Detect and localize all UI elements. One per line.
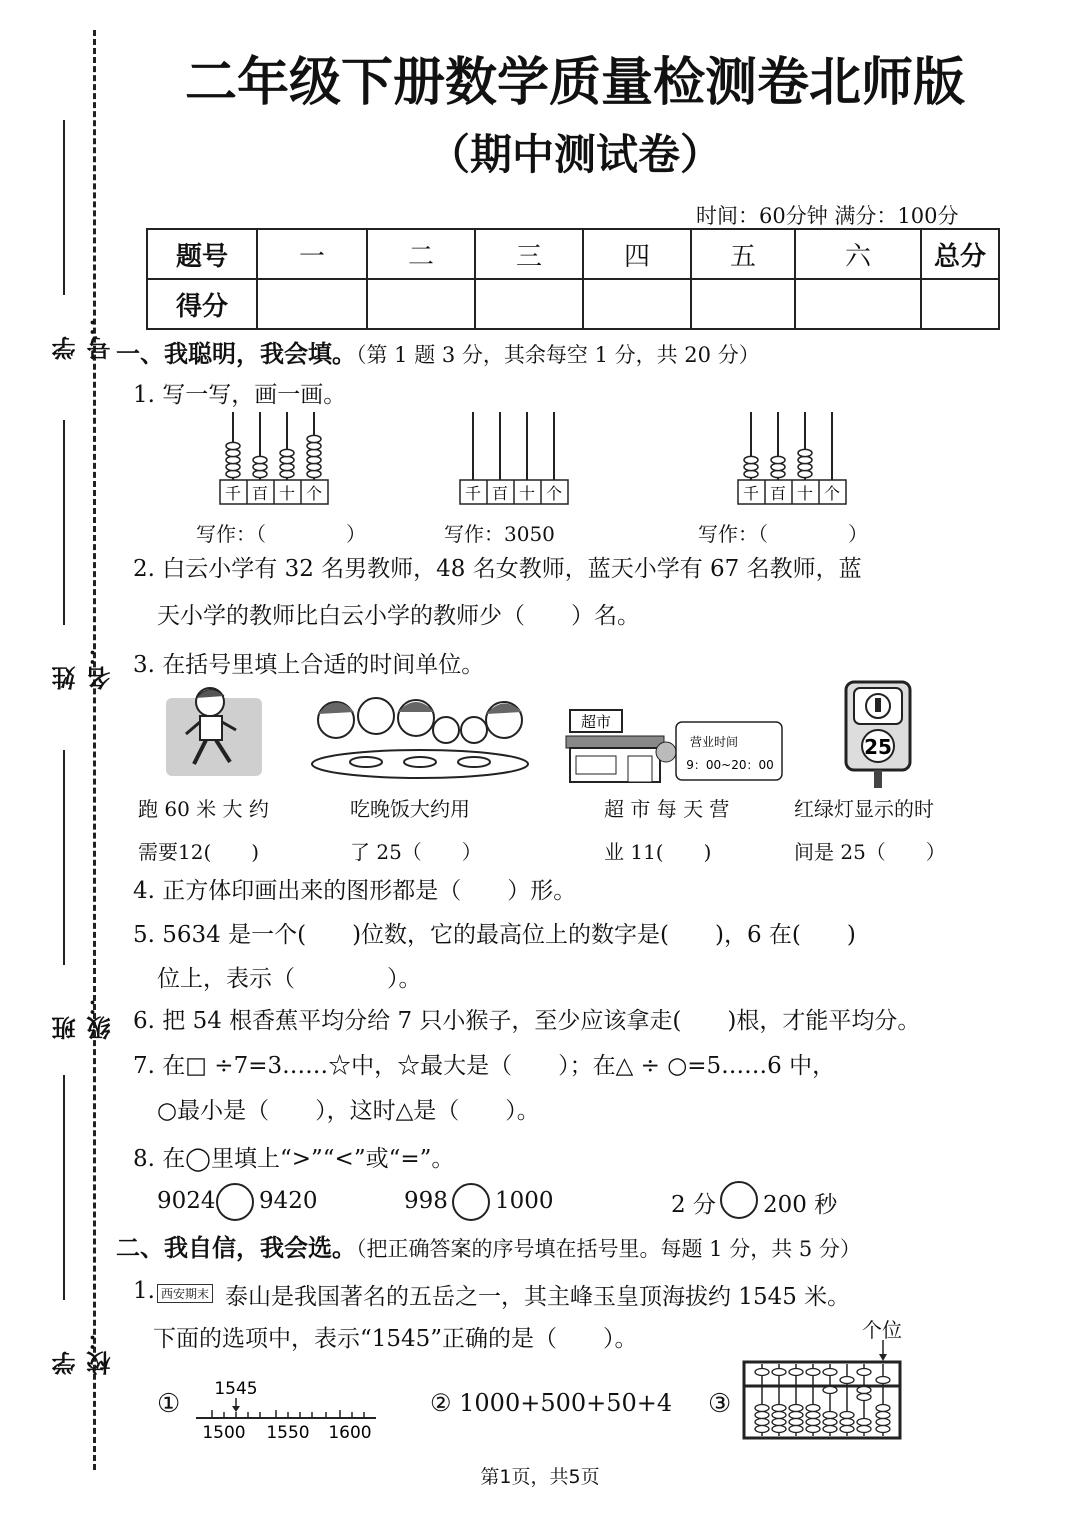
q3-text: 3. 在括号里填上合适的时间单位。 — [133, 652, 485, 678]
q3-caption-2a: 吃晚饭大约用 — [350, 797, 470, 821]
school-field[interactable]: 学校： — [40, 1075, 80, 1375]
q1-write-3[interactable]: 写作：（ ） — [698, 522, 868, 546]
hours-title: 营业时间 — [689, 735, 739, 749]
place-label: 千 — [224, 484, 242, 503]
q1-write-1[interactable]: 写作：（ ） — [196, 522, 366, 546]
section1-title: 一、我聪明，我会填。 — [116, 340, 356, 368]
place-label: 十 — [518, 484, 536, 503]
section1-note: （第 1 题 3 分，其余每空 1 分，共 20 分） — [356, 343, 760, 367]
hours-text: 9：00~20：00 — [686, 758, 774, 772]
q3-caption-1b: 需要12( ) — [138, 840, 260, 864]
s2-q1-tag: 西安期末 — [157, 1284, 213, 1303]
ones-place-label: 个位 — [862, 1318, 902, 1342]
place-label: 百 — [491, 484, 509, 503]
section2-heading — [116, 1228, 861, 1263]
abacus-3 — [734, 410, 852, 506]
place-label: 十 — [278, 484, 296, 503]
tick-label: 1550 — [266, 1423, 310, 1443]
score-header-cell: 二 — [367, 229, 475, 279]
binding-dashed-line — [93, 30, 96, 1470]
section1-heading — [116, 334, 760, 369]
section2-note: （把正确答案的序号填在括号里。每题 1 分，共 5 分） — [356, 1237, 861, 1261]
page-footer: 第1页，共5页 — [480, 1466, 600, 1488]
option-3-mark[interactable]: ③ — [708, 1389, 732, 1419]
s2-q1-text — [225, 1278, 850, 1311]
abacus-1 — [216, 410, 334, 506]
option-2[interactable]: ② 1000+500+50+4 — [430, 1389, 673, 1417]
s2-q1-line2: 下面的选项中，表示“1545”正确的是（ ）。 — [153, 1326, 638, 1352]
score-cell[interactable] — [921, 279, 999, 329]
score-row — [147, 279, 999, 329]
score-cell[interactable] — [475, 279, 583, 329]
section2-title: 二、我自信，我会选。 — [116, 1234, 356, 1262]
class-field[interactable]: 班级： — [40, 750, 80, 1040]
score-header-cell: 三 — [475, 229, 583, 279]
compare-circle-1[interactable] — [216, 1183, 254, 1221]
place-label: 个 — [545, 484, 563, 503]
score-header-cell: 六 — [795, 229, 921, 279]
q8-right-2: 1000 — [495, 1188, 554, 1214]
q4-text: 4. 正方体印画出来的图形都是（ ）形。 — [133, 878, 577, 904]
q1-write-2: 写作：3050 — [444, 522, 555, 546]
number-line-label: 1545 — [214, 1379, 258, 1399]
traffic-light-image — [842, 680, 914, 790]
option-1-mark[interactable]: ① — [157, 1389, 181, 1419]
q3-caption-1a: 跑 60 米 大 约 — [138, 797, 269, 821]
q7-line1: 7. 在□ ÷7=3……☆中，☆最大是（ ）；在△ ÷ ○=5……6 中， — [133, 1053, 836, 1079]
score-table — [146, 228, 1000, 330]
place-label: 个 — [305, 484, 323, 503]
compare-circle-3[interactable] — [720, 1181, 758, 1219]
q8-text: 8. 在◯里填上“>”“<”或“=”。 — [133, 1146, 455, 1172]
score-cell[interactable] — [691, 279, 795, 329]
page-subtitle: （期中测试卷） — [427, 130, 722, 179]
student-no-field[interactable]: 学号： — [40, 120, 80, 360]
name-field[interactable]: 姓名： — [40, 420, 80, 690]
place-label: 百 — [251, 484, 269, 503]
number-line — [192, 1374, 382, 1444]
place-label: 千 — [464, 484, 482, 503]
score-header-cell: 题号 — [147, 229, 257, 279]
score-header-cell: 总分 — [921, 229, 999, 279]
place-label: 个 — [823, 484, 841, 503]
family-dinner-image — [306, 692, 534, 780]
q2-line1: 2. 白云小学有 32 名男教师，48 名女教师，蓝天小学有 67 名教师，蓝 — [133, 556, 862, 582]
q6-text: 6. 把 54 根香蕉平均分给 7 只小猴子，至少应该拿走( )根，才能平均分。 — [133, 1008, 921, 1034]
q3-caption-4b: 间是 25（ ） — [794, 840, 946, 864]
abacus-option-3 — [740, 1338, 904, 1442]
q5-line2: 位上，表示（ ）。 — [157, 966, 422, 992]
score-cell[interactable] — [367, 279, 475, 329]
q3-caption-3a: 超 市 每 天 营 — [604, 797, 730, 821]
abacus-2-empty[interactable] — [456, 410, 574, 506]
score-header-row — [147, 229, 999, 279]
q8-left-2: 998 — [404, 1188, 448, 1214]
score-header-cell: 四 — [583, 229, 691, 279]
place-label: 百 — [769, 484, 787, 503]
q8-left-3: 2 分 — [671, 1192, 716, 1218]
market-sign: 超市 — [580, 713, 612, 731]
light-number: 25 — [864, 735, 892, 759]
q8-right-1: 9420 — [259, 1188, 318, 1214]
q5-line1: 5. 5634 是一个( )位数，它的最高位上的数字是( )，6 在( ) — [133, 922, 856, 948]
place-label: 十 — [796, 484, 814, 503]
q3-caption-2b: 了 25（ ） — [350, 840, 482, 864]
q8-left-1: 9024 — [157, 1188, 216, 1214]
q2-line2: 天小学的教师比白云小学的教师少（ ）名。 — [157, 603, 640, 629]
score-cell[interactable] — [257, 279, 367, 329]
score-header-cell: 一 — [257, 229, 367, 279]
running-boy-image — [160, 680, 268, 780]
q7-line2: ○最小是（ ），这时△是（ ）。 — [157, 1098, 540, 1124]
q8-right-3: 200 秒 — [763, 1192, 838, 1218]
s2-q1-line1-text: 泰山是我国著名的五岳之一，其主峰玉皇顶海拔约 1545 米。 — [225, 1284, 851, 1310]
q3-caption-4a: 红绿灯显示的时 — [794, 797, 934, 821]
tick-label: 1500 — [202, 1423, 246, 1443]
compare-circle-2[interactable] — [452, 1183, 490, 1221]
supermarket-image — [562, 706, 786, 786]
place-label: 千 — [742, 484, 760, 503]
score-header-cell: 五 — [691, 229, 795, 279]
score-cell[interactable] — [795, 279, 921, 329]
tick-label: 1600 — [328, 1423, 372, 1443]
score-row-label: 得分 — [147, 279, 257, 329]
score-cell[interactable] — [583, 279, 691, 329]
page-title: 二年级下册数学质量检测卷北师版 — [184, 53, 965, 113]
q3-caption-3b: 业 11( ) — [604, 840, 712, 864]
exam-info: 时间：60分钟 满分：100分 — [696, 204, 959, 228]
q1-text: 1. 写一写，画一画。 — [133, 382, 347, 408]
